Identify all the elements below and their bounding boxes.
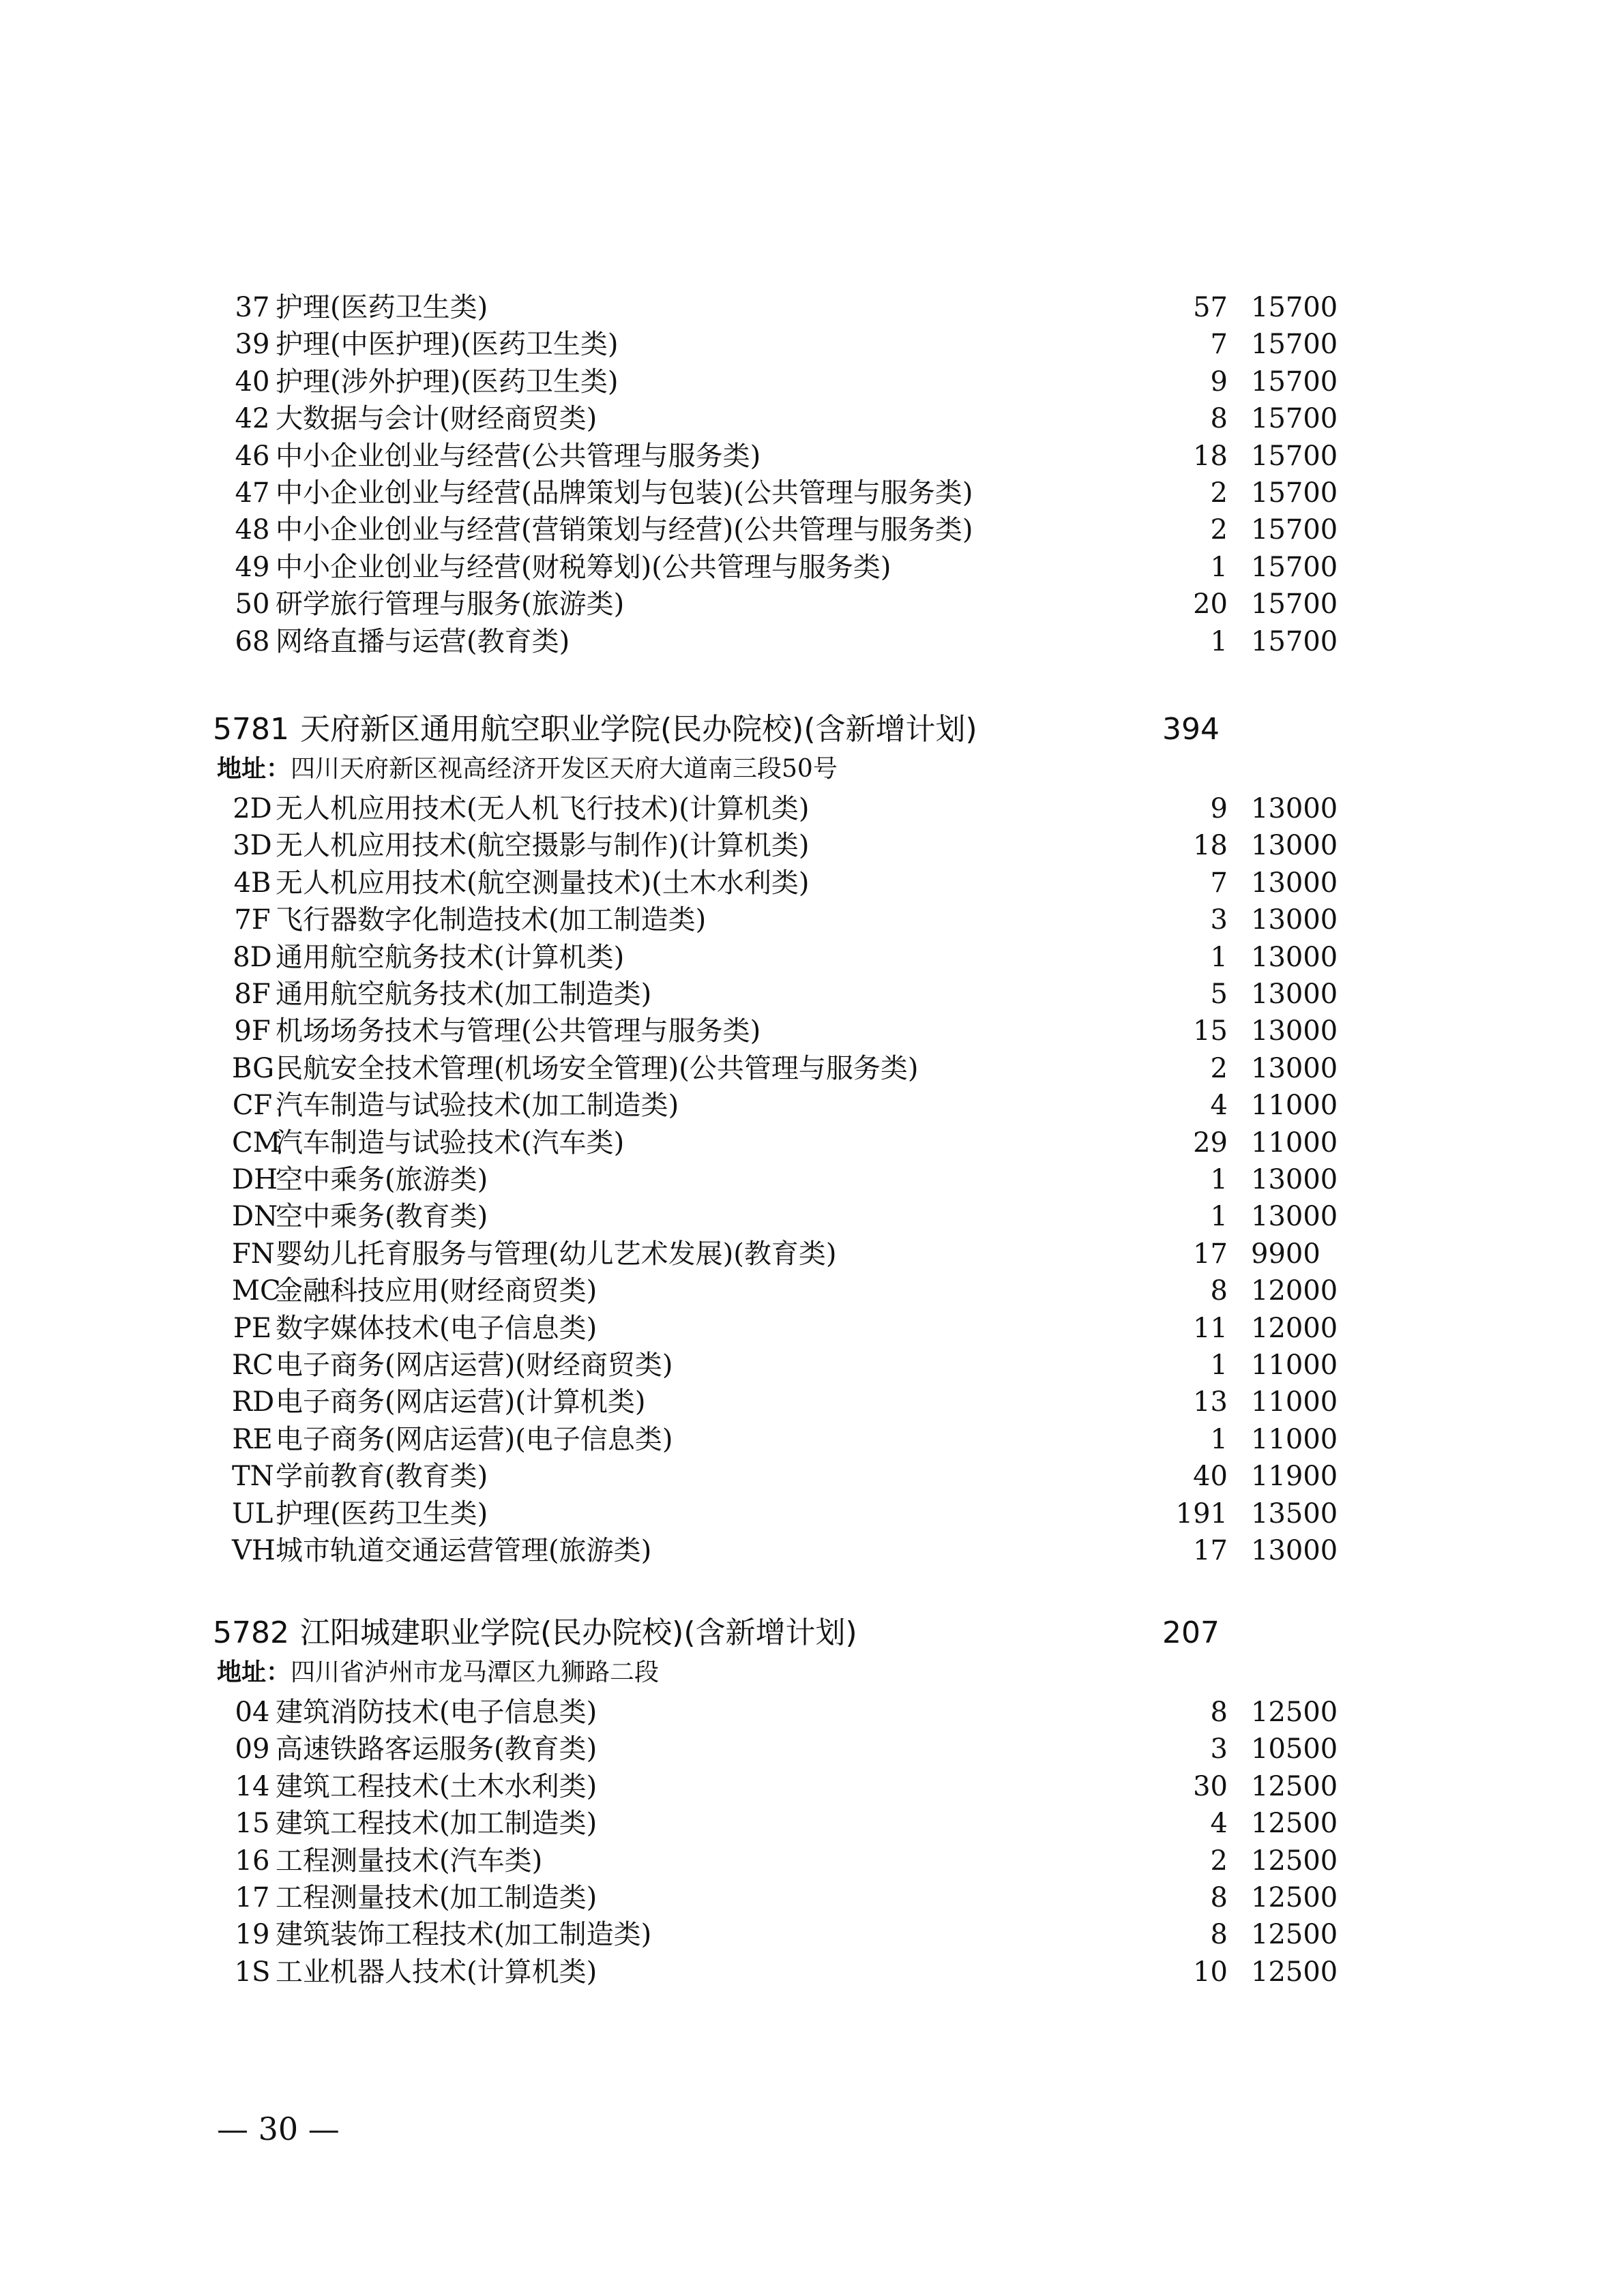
enrollment-count: 9 xyxy=(1210,366,1228,398)
table-row xyxy=(232,289,1338,326)
enrollment-count: 7 xyxy=(1210,329,1228,360)
major-code: DN xyxy=(232,1201,278,1232)
tuition-fee: 11000 xyxy=(1251,1127,1338,1159)
school-code: 5781 xyxy=(213,712,289,747)
enrollment-count: 29 xyxy=(1193,1127,1228,1159)
enrollment-count: 30 xyxy=(1193,1771,1228,1802)
major-name: 中小企业创业与经营(品牌策划与包装)(公共管理与服务类) xyxy=(276,477,973,509)
tuition-fee: 13000 xyxy=(1251,1201,1338,1232)
tuition-fee: 13000 xyxy=(1251,830,1338,861)
major-code: 68 xyxy=(235,626,270,657)
table-row xyxy=(232,1532,1338,1569)
table-row xyxy=(232,623,1338,660)
enrollment-count: 4 xyxy=(1210,1090,1228,1121)
major-name: 民航安全技术管理(机场安全管理)(公共管理与服务类) xyxy=(276,1053,919,1084)
table-row xyxy=(232,549,1338,586)
enrollment-count: 11 xyxy=(1193,1313,1228,1344)
major-code: 8D xyxy=(233,942,272,973)
major-code: VH xyxy=(232,1535,276,1566)
major-code: 09 xyxy=(235,1733,270,1765)
table-row xyxy=(232,1087,1338,1124)
school-total: 394 xyxy=(1162,712,1220,747)
major-code: 48 xyxy=(235,514,270,546)
major-name: 电子商务(网店运营)(电子信息类) xyxy=(276,1424,673,1455)
major-code: 15 xyxy=(235,1808,270,1839)
major-name: 建筑工程技术(土木水利类) xyxy=(276,1771,597,1802)
table-row xyxy=(232,790,1338,827)
major-code: 50 xyxy=(235,588,270,620)
enrollment-count: 13 xyxy=(1193,1386,1228,1418)
major-code: 16 xyxy=(235,1845,270,1877)
enrollment-count: 18 xyxy=(1193,830,1228,861)
major-name: 研学旅行管理与服务(旅游类) xyxy=(276,588,625,620)
enrollment-count: 5 xyxy=(1210,979,1228,1010)
major-name: 网络直播与运营(教育类) xyxy=(276,626,570,657)
major-name: 汽车制造与试验技术(汽车类) xyxy=(276,1127,625,1159)
major-name: 通用航空航务技术(加工制造类) xyxy=(276,979,652,1010)
enrollment-count: 3 xyxy=(1210,904,1228,936)
table-row xyxy=(232,475,1338,511)
major-code: 37 xyxy=(235,292,270,323)
major-name: 金融科技应用(财经商贸类) xyxy=(276,1275,597,1307)
table-row xyxy=(232,1879,1338,1916)
major-name: 高速铁路客运服务(教育类) xyxy=(276,1733,597,1765)
enrollment-count: 2 xyxy=(1210,514,1228,546)
tuition-fee: 11900 xyxy=(1251,1461,1338,1492)
table-row xyxy=(232,1124,1338,1161)
enrollment-count: 4 xyxy=(1210,1808,1228,1839)
table-row xyxy=(232,1050,1338,1087)
tuition-fee: 12500 xyxy=(1251,1697,1338,1728)
major-code: PE xyxy=(233,1313,272,1344)
enrollment-count: 7 xyxy=(1210,867,1228,899)
school-name: 天府新区通用航空职业学院(民办院校)(含新增计划) xyxy=(300,712,977,747)
major-name: 无人机应用技术(航空摄影与制作)(计算机类) xyxy=(276,830,810,861)
table-row xyxy=(232,1768,1338,1805)
major-name: 学前教育(教育类) xyxy=(276,1461,488,1492)
tuition-fee: 13000 xyxy=(1251,1535,1338,1566)
major-code: DH xyxy=(232,1164,278,1195)
major-code: 7F xyxy=(234,904,271,936)
address-text: 四川天府新区视高经济开发区天府大道南三段50号 xyxy=(291,755,838,783)
major-name: 护理(医药卫生类) xyxy=(276,292,488,323)
address-text: 四川省泸州市龙马潭区九狮路二段 xyxy=(291,1658,660,1686)
tuition-fee: 11000 xyxy=(1251,1424,1338,1455)
major-name: 护理(涉外护理)(医药卫生类) xyxy=(276,366,619,398)
tuition-fee: 12500 xyxy=(1251,1845,1338,1877)
major-name: 建筑装饰工程技术(加工制造类) xyxy=(276,1919,652,1950)
table-row xyxy=(232,1384,1338,1420)
enrollment-count: 1 xyxy=(1210,552,1228,583)
major-code: RC xyxy=(232,1350,274,1381)
tuition-fee: 10500 xyxy=(1251,1733,1338,1765)
tuition-fee: 11000 xyxy=(1251,1350,1338,1381)
enrollment-count: 1 xyxy=(1210,1424,1228,1455)
tuition-fee: 15700 xyxy=(1251,477,1338,509)
major-code: 2D xyxy=(233,793,272,824)
major-code: BG xyxy=(232,1053,275,1084)
tuition-fee: 9900 xyxy=(1251,1238,1320,1270)
tuition-fee: 15700 xyxy=(1251,626,1338,657)
table-row xyxy=(232,1916,1338,1953)
major-code: 39 xyxy=(235,329,270,360)
tuition-fee: 13000 xyxy=(1251,904,1338,936)
table-row xyxy=(232,1198,1338,1235)
major-name: 护理(医药卫生类) xyxy=(276,1498,488,1530)
enrollment-count: 20 xyxy=(1193,588,1228,620)
major-name: 工业机器人技术(计算机类) xyxy=(276,1956,597,1988)
major-name: 通用航空航务技术(计算机类) xyxy=(276,942,625,973)
enrollment-count: 9 xyxy=(1210,793,1228,824)
school-name: 江阳城建职业学院(民办院校)(含新增计划) xyxy=(300,1615,857,1650)
table-row xyxy=(232,438,1338,475)
tuition-fee: 12500 xyxy=(1251,1956,1338,1988)
tuition-fee: 11000 xyxy=(1251,1090,1338,1121)
major-code: 42 xyxy=(235,403,270,434)
table-row xyxy=(232,1421,1338,1458)
enrollment-count: 191 xyxy=(1175,1498,1228,1530)
table-row xyxy=(232,1161,1338,1198)
table-row xyxy=(232,901,1338,938)
major-name: 数字媒体技术(电子信息类) xyxy=(276,1313,597,1344)
tuition-fee: 12500 xyxy=(1251,1808,1338,1839)
table-row xyxy=(232,1495,1338,1532)
school-code: 5782 xyxy=(213,1615,289,1650)
table-row xyxy=(232,400,1338,437)
major-name: 飞行器数字化制造技术(加工制造类) xyxy=(276,904,707,936)
tuition-fee: 15700 xyxy=(1251,329,1338,360)
tuition-fee: 13000 xyxy=(1251,867,1338,899)
major-code: 40 xyxy=(235,366,270,398)
tuition-fee: 11000 xyxy=(1251,1386,1338,1418)
major-code: UL xyxy=(232,1498,274,1530)
tuition-fee: 12500 xyxy=(1251,1882,1338,1913)
enrollment-count: 17 xyxy=(1193,1535,1228,1566)
enrollment-count: 18 xyxy=(1193,441,1228,472)
enrollment-count: 15 xyxy=(1193,1015,1228,1047)
table-row xyxy=(232,1805,1338,1842)
major-name: 中小企业创业与经营(公共管理与服务类) xyxy=(276,441,761,472)
tuition-fee: 15700 xyxy=(1251,441,1338,472)
major-name: 城市轨道交通运营管理(旅游类) xyxy=(276,1535,652,1566)
table-row xyxy=(232,976,1338,1013)
tuition-fee: 13500 xyxy=(1251,1498,1338,1530)
tuition-fee: 13000 xyxy=(1251,1164,1338,1195)
table-row xyxy=(232,586,1338,623)
major-code: 1S xyxy=(234,1956,271,1988)
table-row xyxy=(232,939,1338,976)
major-name: 电子商务(网店运营)(计算机类) xyxy=(276,1386,646,1418)
enrollment-count: 1 xyxy=(1210,942,1228,973)
major-code: CF xyxy=(232,1090,273,1121)
table-row xyxy=(232,1954,1338,1991)
major-code: TN xyxy=(232,1461,274,1492)
enrollment-count: 17 xyxy=(1193,1238,1228,1270)
major-name: 机场场务技术与管理(公共管理与服务类) xyxy=(276,1015,761,1047)
major-code: MC xyxy=(232,1275,281,1307)
major-code: 19 xyxy=(235,1919,270,1950)
enrollment-count: 1 xyxy=(1210,1201,1228,1232)
tuition-fee: 13000 xyxy=(1251,1053,1338,1084)
major-code: 3D xyxy=(233,830,272,861)
major-name: 汽车制造与试验技术(加工制造类) xyxy=(276,1090,679,1121)
table-row xyxy=(232,1843,1338,1879)
school-header xyxy=(213,709,1372,751)
major-name: 中小企业创业与经营(营销策划与经营)(公共管理与服务类) xyxy=(276,514,973,546)
major-name: 电子商务(网店运营)(财经商贸类) xyxy=(276,1350,673,1381)
table-row xyxy=(232,363,1338,400)
tuition-fee: 12500 xyxy=(1251,1919,1338,1950)
address-label: 地址： xyxy=(217,1658,291,1686)
major-name: 空中乘务(旅游类) xyxy=(276,1164,488,1195)
major-name: 大数据与会计(财经商贸类) xyxy=(276,403,597,434)
table-row xyxy=(232,326,1338,363)
table-row xyxy=(232,1347,1338,1384)
major-code: 14 xyxy=(235,1771,270,1802)
tuition-fee: 15700 xyxy=(1251,514,1338,546)
tuition-fee: 12500 xyxy=(1251,1771,1338,1802)
major-code: 4B xyxy=(233,867,271,899)
tuition-fee: 13000 xyxy=(1251,793,1338,824)
major-name: 空中乘务(教育类) xyxy=(276,1201,488,1232)
table-row xyxy=(232,865,1338,901)
enrollment-count: 1 xyxy=(1210,626,1228,657)
major-name: 工程测量技术(加工制造类) xyxy=(276,1882,597,1913)
enrollment-count: 1 xyxy=(1210,1164,1228,1195)
page-number: — 30 — xyxy=(217,2111,340,2147)
school-address xyxy=(217,1656,659,1690)
enrollment-count: 2 xyxy=(1210,1053,1228,1084)
major-code: 17 xyxy=(235,1882,270,1913)
table-row xyxy=(232,1310,1338,1347)
enrollment-count: 8 xyxy=(1210,1275,1228,1307)
address-label: 地址： xyxy=(217,755,291,783)
enrollment-count: 2 xyxy=(1210,477,1228,509)
enrollment-count: 57 xyxy=(1193,292,1228,323)
major-code: RE xyxy=(232,1424,273,1455)
table-row xyxy=(232,511,1338,548)
major-code: 47 xyxy=(235,477,270,509)
major-name: 婴幼儿托育服务与管理(幼儿艺术发展)(教育类) xyxy=(276,1238,837,1270)
major-code: 46 xyxy=(235,441,270,472)
major-code: 04 xyxy=(235,1697,270,1728)
school-header xyxy=(213,1612,1372,1654)
major-name: 建筑消防技术(电子信息类) xyxy=(276,1697,597,1728)
enrollment-count: 8 xyxy=(1210,1697,1228,1728)
tuition-fee: 15700 xyxy=(1251,588,1338,620)
enrollment-count: 10 xyxy=(1193,1956,1228,1988)
tuition-fee: 15700 xyxy=(1251,403,1338,434)
major-code: CM xyxy=(232,1127,281,1159)
table-row xyxy=(232,1731,1338,1768)
major-name: 无人机应用技术(无人机飞行技术)(计算机类) xyxy=(276,793,810,824)
tuition-fee: 13000 xyxy=(1251,979,1338,1010)
tuition-fee: 12000 xyxy=(1251,1313,1338,1344)
major-code: FN xyxy=(232,1238,275,1270)
enrollment-count: 8 xyxy=(1210,403,1228,434)
table-row xyxy=(232,1236,1330,1272)
major-code: 8F xyxy=(234,979,271,1010)
tuition-fee: 12000 xyxy=(1251,1275,1338,1307)
table-row xyxy=(232,1272,1338,1309)
major-code: 49 xyxy=(235,552,270,583)
tuition-fee: 15700 xyxy=(1251,292,1338,323)
enrollment-count: 3 xyxy=(1210,1733,1228,1765)
tuition-fee: 15700 xyxy=(1251,366,1338,398)
major-name: 护理(中医护理)(医药卫生类) xyxy=(276,329,619,360)
enrollment-count: 1 xyxy=(1210,1350,1228,1381)
major-code: 9F xyxy=(234,1015,271,1047)
major-code: RD xyxy=(232,1386,275,1418)
enrollment-count: 2 xyxy=(1210,1845,1228,1877)
tuition-fee: 15700 xyxy=(1251,552,1338,583)
school-address xyxy=(217,752,838,786)
major-name: 建筑工程技术(加工制造类) xyxy=(276,1808,597,1839)
enrollment-count: 8 xyxy=(1210,1882,1228,1913)
table-row xyxy=(232,1694,1338,1731)
major-name: 工程测量技术(汽车类) xyxy=(276,1845,543,1877)
major-name: 无人机应用技术(航空测量技术)(土木水利类) xyxy=(276,867,810,899)
major-name: 中小企业创业与经营(财税筹划)(公共管理与服务类) xyxy=(276,552,891,583)
table-row xyxy=(232,1458,1338,1495)
enrollment-count: 40 xyxy=(1193,1461,1228,1492)
table-row xyxy=(232,1013,1338,1049)
school-total: 207 xyxy=(1162,1615,1220,1650)
tuition-fee: 13000 xyxy=(1251,1015,1338,1047)
table-row xyxy=(232,827,1338,864)
tuition-fee: 13000 xyxy=(1251,942,1338,973)
enrollment-count: 8 xyxy=(1210,1919,1228,1950)
